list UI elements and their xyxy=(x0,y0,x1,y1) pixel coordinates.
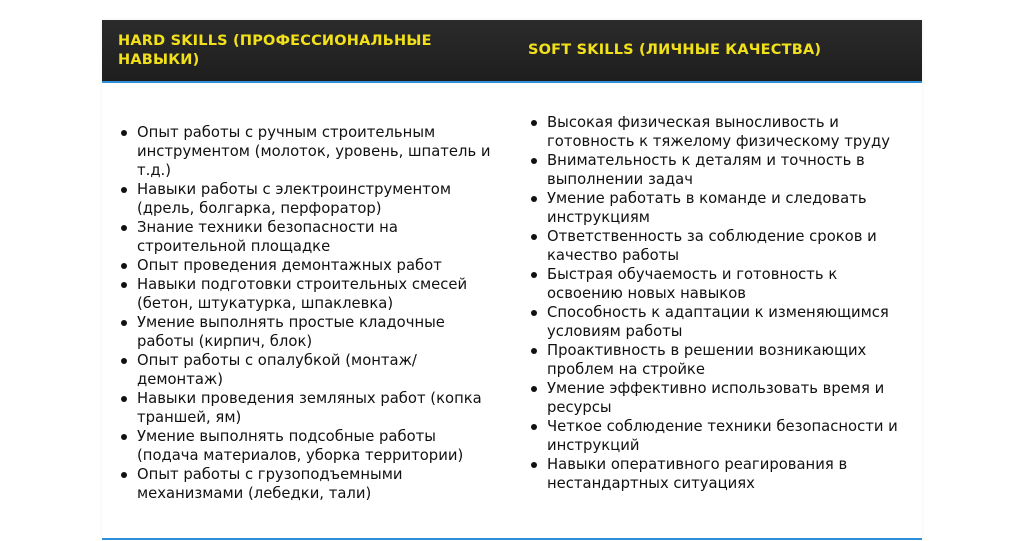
list-item: Навыки оперативного реагирования в нестандартных ситуациях xyxy=(528,455,913,493)
list-item: Опыт работы с опалубкой (монтаж/демонтаж) xyxy=(118,351,498,389)
list-item: Опыт работы с грузоподъемными механизмами (лебедки, тали) xyxy=(118,465,498,503)
list-item: Опыт работы с ручным строительным инструментом (молоток, уровень, шпатель и т.д.) xyxy=(118,123,498,180)
bottom-divider xyxy=(102,538,922,540)
list-item: Навыки подготовки строительных смесей (бетон, штукатурка, шпаклевка) xyxy=(118,275,498,313)
list-item: Четкое соблюдение техники безопасности и инструкций xyxy=(528,417,913,455)
list-item: Внимательность к деталям и точность в выполнении задач xyxy=(528,151,913,189)
soft-skills-title: SOFT SKILLS (ЛИЧНЫЕ КАЧЕСТВА) xyxy=(528,42,822,58)
hard-skills-list xyxy=(118,123,498,503)
list-item: Умение эффективно использовать время и ресурсы xyxy=(528,379,913,417)
list-item: Знание техники безопасности на строительной площадке xyxy=(118,218,498,256)
list-item: Высокая физическая выносливость и готовность к тяжелому физическому труду xyxy=(528,113,913,151)
hard-skills-title: HARD SKILLS (ПРОФЕССИОНАЛЬНЫЕ НАВЫКИ) xyxy=(118,33,432,68)
list-item: Умение выполнять подсобные работы (подача материалов, уборка территории) xyxy=(118,427,498,465)
list-item: Навыки проведения земляных работ (копка траншей, ям) xyxy=(118,389,498,427)
table-header xyxy=(102,20,922,83)
soft-skills-list xyxy=(528,113,913,493)
skills-table xyxy=(102,20,922,541)
list-item: Умение работать в команде и следовать инструкциям xyxy=(528,189,913,227)
list-item: Опыт проведения демонтажных работ xyxy=(118,256,498,275)
list-item: Способность к адаптации к изменяющимся условиям работы xyxy=(528,303,913,341)
list-item: Умение выполнять простые кладочные работы (кирпич, блок) xyxy=(118,313,498,351)
list-item: Навыки работы с электроинструментом (дрель, болгарка, перфоратор) xyxy=(118,180,498,218)
list-item: Ответственность за соблюдение сроков и качество работы xyxy=(528,227,913,265)
list-item: Быстрая обучаемость и готовность к освоению новых навыков xyxy=(528,265,913,303)
list-item: Проактивность в решении возникающих проблем на стройке xyxy=(528,341,913,379)
